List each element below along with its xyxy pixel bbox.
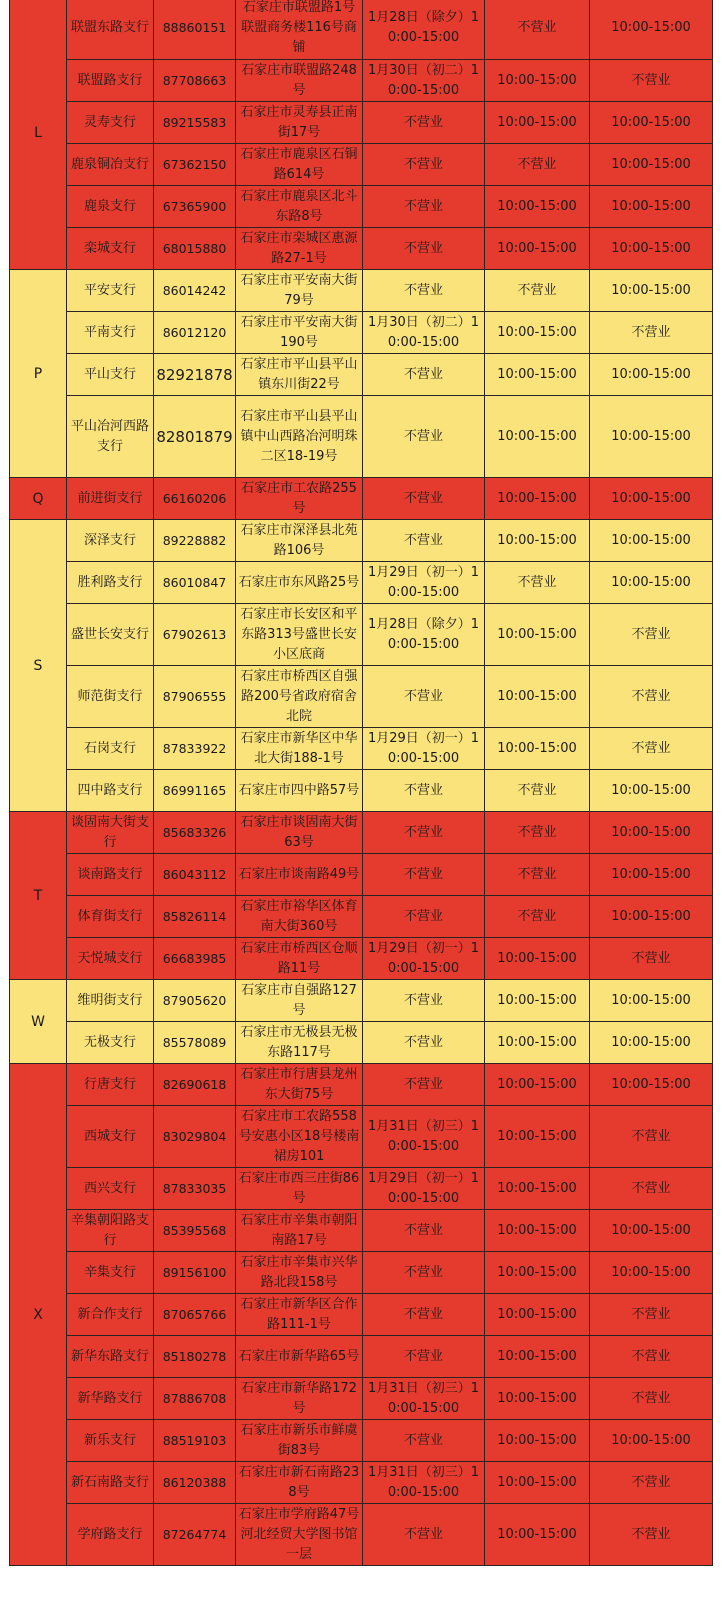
phone-cell: 82921878 — [154, 354, 236, 396]
address-cell: 石家庄市桥西区自强路200号省政府宿舍北院 — [236, 666, 363, 728]
day2-hours-cell: 不营业 — [485, 812, 590, 854]
day1-hours-cell: 1月28日（除夕）10:00-15:00 — [363, 604, 485, 666]
day2-hours-cell: 不营业 — [485, 854, 590, 896]
branch-name-cell: 体育街支行 — [67, 896, 154, 938]
day2-hours-cell: 10:00-15:00 — [485, 1064, 590, 1106]
day1-hours-cell: 1月31日（初三）10:00-15:00 — [363, 1462, 485, 1504]
day1-hours-cell: 不营业 — [363, 1294, 485, 1336]
phone-cell: 89228882 — [154, 520, 236, 562]
day1-hours-cell: 不营业 — [363, 1022, 485, 1064]
table-row — [10, 102, 713, 144]
day1-hours-cell: 不营业 — [363, 770, 485, 812]
table-row — [10, 938, 713, 980]
phone-cell: 86014242 — [154, 270, 236, 312]
day2-hours-cell: 10:00-15:00 — [485, 1022, 590, 1064]
day2-hours-cell: 10:00-15:00 — [485, 1168, 590, 1210]
day1-hours-cell: 不营业 — [363, 1504, 485, 1566]
branch-name-cell: 辛集朝阳路支行 — [67, 1210, 154, 1252]
table-body — [10, 0, 713, 1566]
phone-cell: 67902613 — [154, 604, 236, 666]
day3-hours-cell: 10:00-15:00 — [590, 520, 713, 562]
address-cell: 石家庄市辛集市朝阳南路17号 — [236, 1210, 363, 1252]
day3-hours-cell: 不营业 — [590, 1462, 713, 1504]
address-cell: 石家庄市平安南大街79号 — [236, 270, 363, 312]
day2-hours-cell: 10:00-15:00 — [485, 938, 590, 980]
day1-hours-cell: 不营业 — [363, 228, 485, 270]
address-cell: 石家庄市四中路57号 — [236, 770, 363, 812]
phone-cell: 85683326 — [154, 812, 236, 854]
day2-hours-cell: 10:00-15:00 — [485, 1462, 590, 1504]
address-cell: 石家庄市学府路47号河北经贸大学图书馆一层 — [236, 1504, 363, 1566]
phone-cell: 87708663 — [154, 60, 236, 102]
day1-hours-cell: 不营业 — [363, 1336, 485, 1378]
table-row — [10, 1106, 713, 1168]
day2-hours-cell: 10:00-15:00 — [485, 228, 590, 270]
day3-hours-cell: 不营业 — [590, 1168, 713, 1210]
group-letter: L — [10, 0, 67, 270]
phone-cell: 86120388 — [154, 1462, 236, 1504]
phone-cell: 87886708 — [154, 1378, 236, 1420]
day3-hours-cell: 不营业 — [590, 1336, 713, 1378]
day2-hours-cell: 不营业 — [485, 0, 590, 60]
branch-name-cell: 灵寿支行 — [67, 102, 154, 144]
phone-cell: 67362150 — [154, 144, 236, 186]
branch-name-cell: 谈固南大街支行 — [67, 812, 154, 854]
address-cell: 石家庄市联盟路248号 — [236, 60, 363, 102]
branch-name-cell: 新合作支行 — [67, 1294, 154, 1336]
day1-hours-cell: 不营业 — [363, 478, 485, 520]
address-cell: 石家庄市栾城区惠源路27-1号 — [236, 228, 363, 270]
table-row — [10, 1294, 713, 1336]
day2-hours-cell: 10:00-15:00 — [485, 1252, 590, 1294]
address-cell: 石家庄市平山县平山镇东川街22号 — [236, 354, 363, 396]
phone-cell: 82801879 — [154, 396, 236, 478]
branch-name-cell: 新华东路支行 — [67, 1336, 154, 1378]
address-cell: 石家庄市深泽县北苑路106号 — [236, 520, 363, 562]
day2-hours-cell: 10:00-15:00 — [485, 312, 590, 354]
phone-cell: 67365900 — [154, 186, 236, 228]
day3-hours-cell: 10:00-15:00 — [590, 812, 713, 854]
phone-cell: 85180278 — [154, 1336, 236, 1378]
table-row — [10, 604, 713, 666]
day3-hours-cell: 10:00-15:00 — [590, 396, 713, 478]
table-row — [10, 520, 713, 562]
branch-name-cell: 联盟路支行 — [67, 60, 154, 102]
table-row — [10, 770, 713, 812]
table-row — [10, 1252, 713, 1294]
day3-hours-cell: 10:00-15:00 — [590, 102, 713, 144]
day2-hours-cell: 不营业 — [485, 144, 590, 186]
day3-hours-cell: 不营业 — [590, 1294, 713, 1336]
day2-hours-cell: 10:00-15:00 — [485, 666, 590, 728]
day2-hours-cell: 10:00-15:00 — [485, 604, 590, 666]
day3-hours-cell: 10:00-15:00 — [590, 1064, 713, 1106]
phone-cell: 85395568 — [154, 1210, 236, 1252]
group-letter: Q — [10, 478, 67, 520]
day3-hours-cell: 10:00-15:00 — [590, 1420, 713, 1462]
branch-name-cell: 行唐支行 — [67, 1064, 154, 1106]
day2-hours-cell: 10:00-15:00 — [485, 1420, 590, 1462]
day1-hours-cell: 不营业 — [363, 980, 485, 1022]
group-letter: T — [10, 812, 67, 980]
day3-hours-cell: 不营业 — [590, 60, 713, 102]
table-row — [10, 896, 713, 938]
day3-hours-cell: 不营业 — [590, 1106, 713, 1168]
day3-hours-cell: 10:00-15:00 — [590, 354, 713, 396]
address-cell: 石家庄市平安南大街190号 — [236, 312, 363, 354]
branch-name-cell: 胜利路支行 — [67, 562, 154, 604]
day3-hours-cell: 不营业 — [590, 728, 713, 770]
address-cell: 石家庄市灵寿县正南街17号 — [236, 102, 363, 144]
day1-hours-cell: 1月29日（初一）10:00-15:00 — [363, 728, 485, 770]
address-cell: 石家庄市桥西区仓顺路11号 — [236, 938, 363, 980]
address-cell: 石家庄市西三庄街86号 — [236, 1168, 363, 1210]
day3-hours-cell: 不营业 — [590, 604, 713, 666]
branch-name-cell: 石岗支行 — [67, 728, 154, 770]
phone-cell: 66683985 — [154, 938, 236, 980]
day1-hours-cell: 1月28日（除夕）10:00-15:00 — [363, 0, 485, 60]
day1-hours-cell: 不营业 — [363, 1420, 485, 1462]
branch-name-cell: 西城支行 — [67, 1106, 154, 1168]
address-cell: 石家庄市鹿泉区北斗东路8号 — [236, 186, 363, 228]
day2-hours-cell: 10:00-15:00 — [485, 1336, 590, 1378]
day3-hours-cell: 10:00-15:00 — [590, 1252, 713, 1294]
table-row — [10, 354, 713, 396]
day2-hours-cell: 10:00-15:00 — [485, 980, 590, 1022]
table-row — [10, 228, 713, 270]
address-cell: 石家庄市自强路127号 — [236, 980, 363, 1022]
address-cell: 石家庄市新华区中华北大街188-1号 — [236, 728, 363, 770]
day3-hours-cell: 10:00-15:00 — [590, 478, 713, 520]
branch-schedule-table — [9, 0, 713, 1566]
day3-hours-cell: 10:00-15:00 — [590, 144, 713, 186]
day1-hours-cell: 不营业 — [363, 1210, 485, 1252]
address-cell: 石家庄市东风路25号 — [236, 562, 363, 604]
address-cell: 石家庄市新华区合作路111-1号 — [236, 1294, 363, 1336]
address-cell: 石家庄市联盟路1号联盟商务楼116号商铺 — [236, 0, 363, 60]
branch-name-cell: 平南支行 — [67, 312, 154, 354]
address-cell: 石家庄市谈南路49号 — [236, 854, 363, 896]
table-row — [10, 980, 713, 1022]
table-row — [10, 1420, 713, 1462]
branch-name-cell: 师范街支行 — [67, 666, 154, 728]
branch-name-cell: 平山冶河西路支行 — [67, 396, 154, 478]
day2-hours-cell: 不营业 — [485, 896, 590, 938]
branch-name-cell: 鹿泉支行 — [67, 186, 154, 228]
table-row — [10, 60, 713, 102]
day3-hours-cell: 不营业 — [590, 1378, 713, 1420]
branch-name-cell: 无极支行 — [67, 1022, 154, 1064]
table-row — [10, 812, 713, 854]
group-letter: S — [10, 520, 67, 812]
address-cell: 石家庄市新石南路238号 — [236, 1462, 363, 1504]
address-cell: 石家庄市辛集市兴华路北段158号 — [236, 1252, 363, 1294]
branch-name-cell: 新乐支行 — [67, 1420, 154, 1462]
table-row — [10, 1378, 713, 1420]
day1-hours-cell: 不营业 — [363, 896, 485, 938]
day2-hours-cell: 10:00-15:00 — [485, 102, 590, 144]
phone-cell: 86012120 — [154, 312, 236, 354]
branch-name-cell: 新华路支行 — [67, 1378, 154, 1420]
phone-cell: 88519103 — [154, 1420, 236, 1462]
address-cell: 石家庄市平山县平山镇中山西路冶河明珠二区18-19号 — [236, 396, 363, 478]
address-cell: 石家庄市行唐县龙州东大街75号 — [236, 1064, 363, 1106]
day2-hours-cell: 10:00-15:00 — [485, 520, 590, 562]
phone-cell: 87264774 — [154, 1504, 236, 1566]
phone-cell: 82690618 — [154, 1064, 236, 1106]
day1-hours-cell: 1月29日（初一）10:00-15:00 — [363, 1168, 485, 1210]
address-cell: 石家庄市裕华区体育南大街360号 — [236, 896, 363, 938]
day3-hours-cell: 不营业 — [590, 312, 713, 354]
table-row — [10, 396, 713, 478]
day2-hours-cell: 10:00-15:00 — [485, 396, 590, 478]
day2-hours-cell: 10:00-15:00 — [485, 728, 590, 770]
address-cell: 石家庄市无极县无极东路117号 — [236, 1022, 363, 1064]
day3-hours-cell: 10:00-15:00 — [590, 854, 713, 896]
day2-hours-cell: 10:00-15:00 — [485, 1210, 590, 1252]
phone-cell: 85578089 — [154, 1022, 236, 1064]
branch-name-cell: 新石南路支行 — [67, 1462, 154, 1504]
table-row — [10, 854, 713, 896]
day3-hours-cell: 10:00-15:00 — [590, 770, 713, 812]
day2-hours-cell: 10:00-15:00 — [485, 60, 590, 102]
phone-cell: 87906555 — [154, 666, 236, 728]
table-row — [10, 144, 713, 186]
phone-cell: 83029804 — [154, 1106, 236, 1168]
phone-cell: 87833922 — [154, 728, 236, 770]
day2-hours-cell: 10:00-15:00 — [485, 354, 590, 396]
table-row — [10, 270, 713, 312]
day1-hours-cell: 不营业 — [363, 854, 485, 896]
address-cell: 石家庄市新乐市鲜虞街83号 — [236, 1420, 363, 1462]
branch-name-cell: 四中路支行 — [67, 770, 154, 812]
day3-hours-cell: 10:00-15:00 — [590, 0, 713, 60]
branch-name-cell: 辛集支行 — [67, 1252, 154, 1294]
phone-cell: 86043112 — [154, 854, 236, 896]
day1-hours-cell: 不营业 — [363, 354, 485, 396]
address-cell: 石家庄市长安区和平东路313号盛世长安小区底商 — [236, 604, 363, 666]
day3-hours-cell: 10:00-15:00 — [590, 980, 713, 1022]
day1-hours-cell: 1月30日（初二）10:00-15:00 — [363, 312, 485, 354]
branch-name-cell: 平安支行 — [67, 270, 154, 312]
day1-hours-cell: 不营业 — [363, 666, 485, 728]
address-cell: 石家庄市鹿泉区石铜路614号 — [236, 144, 363, 186]
group-letter: X — [10, 1064, 67, 1566]
table-row — [10, 312, 713, 354]
phone-cell: 88860151 — [154, 0, 236, 60]
branch-name-cell: 前进街支行 — [67, 478, 154, 520]
table-row — [10, 728, 713, 770]
table-row — [10, 1168, 713, 1210]
day1-hours-cell: 不营业 — [363, 1252, 485, 1294]
phone-cell: 87065766 — [154, 1294, 236, 1336]
day2-hours-cell: 10:00-15:00 — [485, 1294, 590, 1336]
table-row — [10, 478, 713, 520]
phone-cell: 85826114 — [154, 896, 236, 938]
phone-cell: 86010847 — [154, 562, 236, 604]
phone-cell: 89156100 — [154, 1252, 236, 1294]
day3-hours-cell: 不营业 — [590, 666, 713, 728]
table-row — [10, 186, 713, 228]
day2-hours-cell: 不营业 — [485, 270, 590, 312]
day1-hours-cell: 不营业 — [363, 102, 485, 144]
address-cell: 石家庄市工农路558号安惠小区18号楼南裙房101 — [236, 1106, 363, 1168]
table-row — [10, 666, 713, 728]
day1-hours-cell: 1月29日（初一）10:00-15:00 — [363, 562, 485, 604]
day1-hours-cell: 不营业 — [363, 396, 485, 478]
day3-hours-cell: 10:00-15:00 — [590, 270, 713, 312]
branch-name-cell: 天悦城支行 — [67, 938, 154, 980]
table-row — [10, 1462, 713, 1504]
branch-name-cell: 鹿泉铜冶支行 — [67, 144, 154, 186]
day1-hours-cell: 1月31日（初三）10:00-15:00 — [363, 1106, 485, 1168]
address-cell: 石家庄市新华路172号 — [236, 1378, 363, 1420]
day3-hours-cell: 不营业 — [590, 938, 713, 980]
day3-hours-cell: 10:00-15:00 — [590, 1022, 713, 1064]
branch-name-cell: 西兴支行 — [67, 1168, 154, 1210]
branch-name-cell: 谈南路支行 — [67, 854, 154, 896]
day3-hours-cell: 10:00-15:00 — [590, 186, 713, 228]
day2-hours-cell: 10:00-15:00 — [485, 1378, 590, 1420]
day1-hours-cell: 不营业 — [363, 144, 485, 186]
branch-name-cell: 联盟东路支行 — [67, 0, 154, 60]
day1-hours-cell: 1月29日（初一）10:00-15:00 — [363, 938, 485, 980]
day2-hours-cell: 10:00-15:00 — [485, 478, 590, 520]
group-letter: W — [10, 980, 67, 1064]
address-cell: 石家庄市新华路65号 — [236, 1336, 363, 1378]
day3-hours-cell: 10:00-15:00 — [590, 1210, 713, 1252]
table-row — [10, 1022, 713, 1064]
day2-hours-cell: 10:00-15:00 — [485, 186, 590, 228]
day2-hours-cell: 10:00-15:00 — [485, 1504, 590, 1566]
branch-name-cell: 深泽支行 — [67, 520, 154, 562]
day3-hours-cell: 不营业 — [590, 1504, 713, 1566]
day3-hours-cell: 10:00-15:00 — [590, 896, 713, 938]
address-cell: 石家庄市谈固南大街63号 — [236, 812, 363, 854]
phone-cell: 66160206 — [154, 478, 236, 520]
branch-name-cell: 维明街支行 — [67, 980, 154, 1022]
table-row — [10, 0, 713, 60]
branch-name-cell: 栾城支行 — [67, 228, 154, 270]
day1-hours-cell: 1月30日（初二）10:00-15:00 — [363, 60, 485, 102]
day3-hours-cell: 10:00-15:00 — [590, 562, 713, 604]
table-row — [10, 1504, 713, 1566]
table-row — [10, 1210, 713, 1252]
branch-name-cell: 盛世长安支行 — [67, 604, 154, 666]
table-row — [10, 562, 713, 604]
phone-cell: 87833035 — [154, 1168, 236, 1210]
day2-hours-cell: 不营业 — [485, 562, 590, 604]
day1-hours-cell: 不营业 — [363, 812, 485, 854]
day3-hours-cell: 10:00-15:00 — [590, 228, 713, 270]
day1-hours-cell: 不营业 — [363, 186, 485, 228]
table-row — [10, 1064, 713, 1106]
branch-name-cell: 平山支行 — [67, 354, 154, 396]
phone-cell: 89215583 — [154, 102, 236, 144]
day1-hours-cell: 1月31日（初三）10:00-15:00 — [363, 1378, 485, 1420]
group-letter: P — [10, 270, 67, 478]
address-cell: 石家庄市工农路255号 — [236, 478, 363, 520]
day1-hours-cell: 不营业 — [363, 520, 485, 562]
table-row — [10, 1336, 713, 1378]
day2-hours-cell: 不营业 — [485, 770, 590, 812]
day1-hours-cell: 不营业 — [363, 1064, 485, 1106]
day2-hours-cell: 10:00-15:00 — [485, 1106, 590, 1168]
day1-hours-cell: 不营业 — [363, 270, 485, 312]
branch-name-cell: 学府路支行 — [67, 1504, 154, 1566]
phone-cell: 86991165 — [154, 770, 236, 812]
phone-cell: 87905620 — [154, 980, 236, 1022]
phone-cell: 68015880 — [154, 228, 236, 270]
